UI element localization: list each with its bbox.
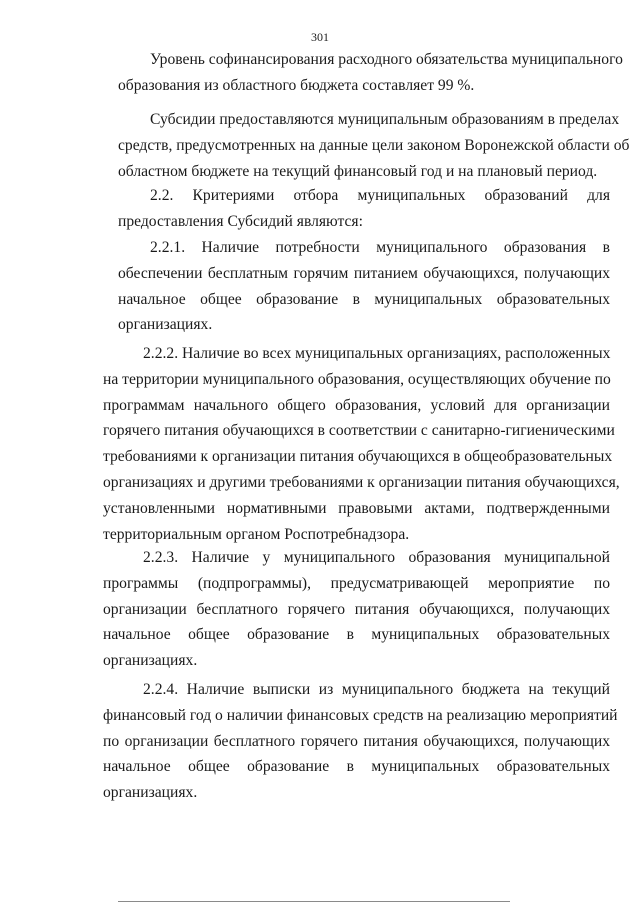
text-line: начальное общее образование в муниципальных образовательных xyxy=(118,290,610,308)
text-line: на территории муниципального образования, осуществляющих обучение по xyxy=(103,370,611,388)
paragraph-criterion-2-2-3 xyxy=(103,545,610,674)
paragraph-criterion-2-2-4 xyxy=(103,677,618,806)
text-line: областном бюджете на текущий финансовый год и на плановый период. xyxy=(118,162,598,180)
text-line: 2.2. Критериями отбора муниципальных образований для xyxy=(150,187,610,204)
text-line: финансовый год о наличии финансовых средств на реализацию мероприятий xyxy=(103,706,618,724)
text-line: Субсидии предоставляются муниципальным образованиям в пределах xyxy=(150,111,620,128)
text-line: требованиями к организации питания обучающихся в общеобразовательных xyxy=(103,448,613,466)
text-line: установленными нормативными правовыми актами, подтвержденными xyxy=(103,499,610,517)
text-line: начальное общее образование в муниципальных образовательных xyxy=(103,626,610,644)
text-line: организации бесплатного горячего питания обучающихся, получающих xyxy=(103,600,610,618)
text-line: 2.2.4. Наличие выписки из муниципального бюджета на текущий xyxy=(143,681,610,698)
text-line: обеспечении бесплатным горячим питанием обучающихся, получающих xyxy=(118,264,610,282)
paragraph-criterion-2-2-2 xyxy=(103,341,620,547)
text-line: начальное общее образование в муниципальных образовательных xyxy=(103,758,610,776)
page-number: 301 xyxy=(311,30,329,44)
text-line: 2.2.1. Наличие потребности муниципального образования в xyxy=(150,239,610,256)
text-line: программам начального общего образования, условий для организации xyxy=(103,396,610,414)
text-line: программы (подпрограммы), предусматривающей мероприятие по xyxy=(103,574,610,592)
paragraph-selection-criteria xyxy=(118,183,610,235)
text-line: 2.2.3. Наличие у муниципального образования муниципальной xyxy=(143,549,610,566)
paragraph-subsidies-limits xyxy=(118,107,630,184)
text-line: организациях и другими требованиями к организации питания обучающихся, xyxy=(103,473,620,491)
page-bottom-rule xyxy=(118,901,510,902)
text-line: 2.2.2. Наличие во всех муниципальных организациях, расположенных xyxy=(143,345,611,362)
text-line: горячего питания обучающихся в соответствии с санитарно-гигиеническими xyxy=(103,422,615,440)
paragraph-cofinancing xyxy=(118,47,623,99)
text-line: территориальным органом Роспотребнадзора. xyxy=(103,525,410,543)
text-line: по организации бесплатного горячего питания обучающихся, получающих xyxy=(103,732,610,750)
text-line: образования из областного бюджета составляет 99 %. xyxy=(118,76,475,94)
text-line: средств, предусмотренных на данные цели законом Воронежской области об xyxy=(118,136,630,154)
text-line: организациях. xyxy=(103,652,198,670)
paragraph-criterion-2-2-1 xyxy=(118,235,610,338)
text-line: организациях. xyxy=(118,316,213,334)
text-line: Уровень софинансирования расходного обязательства муниципального xyxy=(150,51,623,68)
text-line: предоставления Субсидий являются: xyxy=(118,212,363,230)
text-line: организациях. xyxy=(103,784,198,802)
